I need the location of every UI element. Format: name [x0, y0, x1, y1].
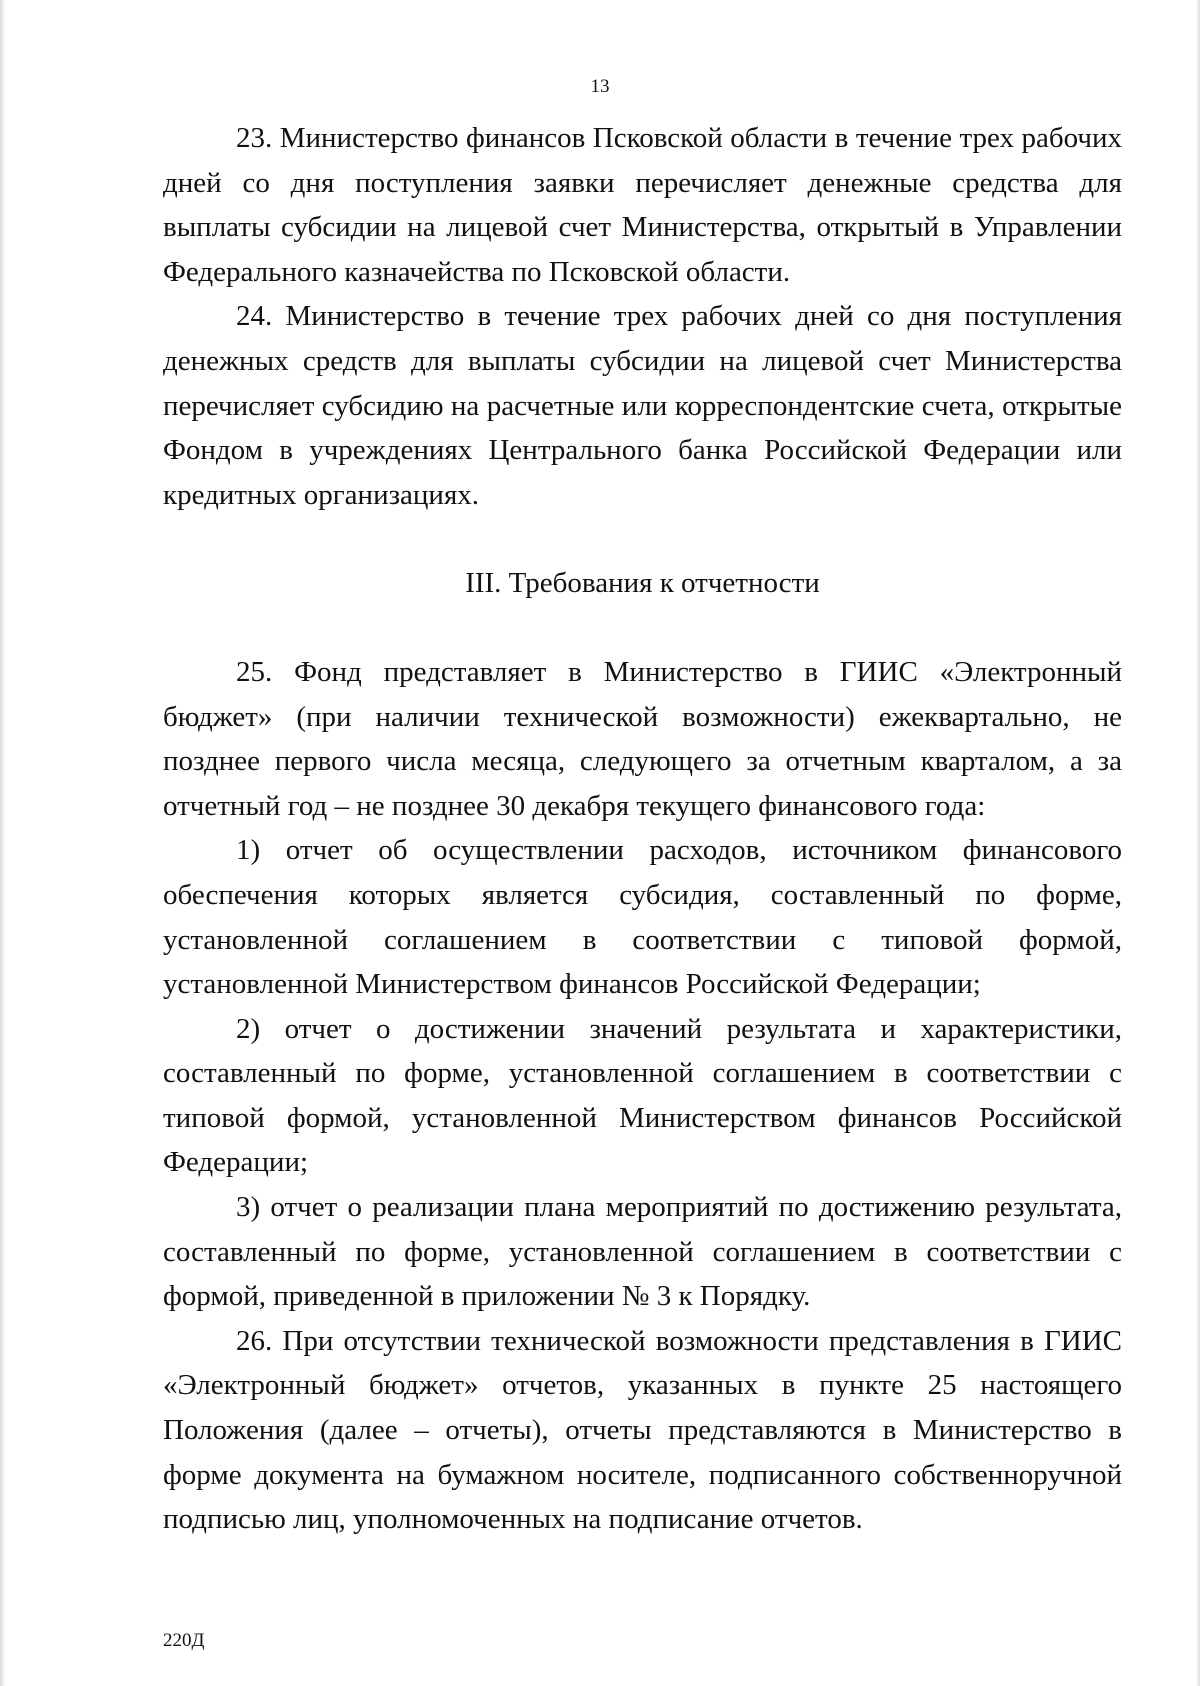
page-number: 13	[590, 76, 610, 97]
scan-edge-left	[0, 0, 6, 1686]
document-body	[163, 116, 1122, 1542]
paragraph-25-item-3: 3) отчет о реализации плана мероприятий по достижению результата, составленный по форме, установленной соглашением в соответствии с формой, приведенной в приложении № 3 к Порядку.	[163, 1191, 1122, 1313]
paragraph-23: 23. Министерство финансов Псковской области в течение трех рабочих дней со дня поступления заявки перечисляет денежные средства для выплаты субсидии на лицевой счет Министерства, открытый в Управлении Федерального казначейства по Псковской области.	[163, 122, 1122, 288]
paragraph-25: 25. Фонд представляет в Министерство в ГИИС «Электронный бюджет» (при наличии технической возможности) ежеквартально, не позднее первого числа месяца, следующего за отчетным кварталом, а за отчетный год – не позднее 30 декабря текущего финансового года:	[163, 655, 1122, 822]
paragraph-24: 24. Министерство в течение трех рабочих дней со дня поступления денежных средств для выплаты субсидии на лицевой счет Министерства перечисляет субсидию на расчетные или корреспондентские счета, открытые Фондом в учреждениях Центрального банка Российской Федерации или кредитных организациях.	[163, 300, 1122, 511]
paragraph-25-item-2: 2) отчет о достижении значений результата и характеристики, составленный по форме, установленной соглашением в соответствии с типовой формой, установленной Министерством финансов Российской Федерации;	[163, 1012, 1122, 1179]
paragraph-25-item-1: 1) отчет об осуществлении расходов, источником финансового обеспечения которых является субсидия, составленный по форме, установленной соглашением в соответствии с типовой формой, установленной Министерством финансов Российской Федерации;	[163, 834, 1122, 1001]
paragraph-26: 26. При отсутствии технической возможности представления в ГИИС «Электронный бюджет» отчетов, указанных в пункте 25 настоящего Положения (далее – отчеты), отчеты представляются в Министерство в форме документа на бумажном носителе, подписанного собственноручной подписью лиц, уполномоченных на подписание отчетов.	[163, 1324, 1122, 1536]
section-heading: III. Требования к отчетности	[465, 567, 820, 600]
scan-edge-right	[1195, 0, 1200, 1686]
document-code: 220Д	[163, 1630, 205, 1651]
